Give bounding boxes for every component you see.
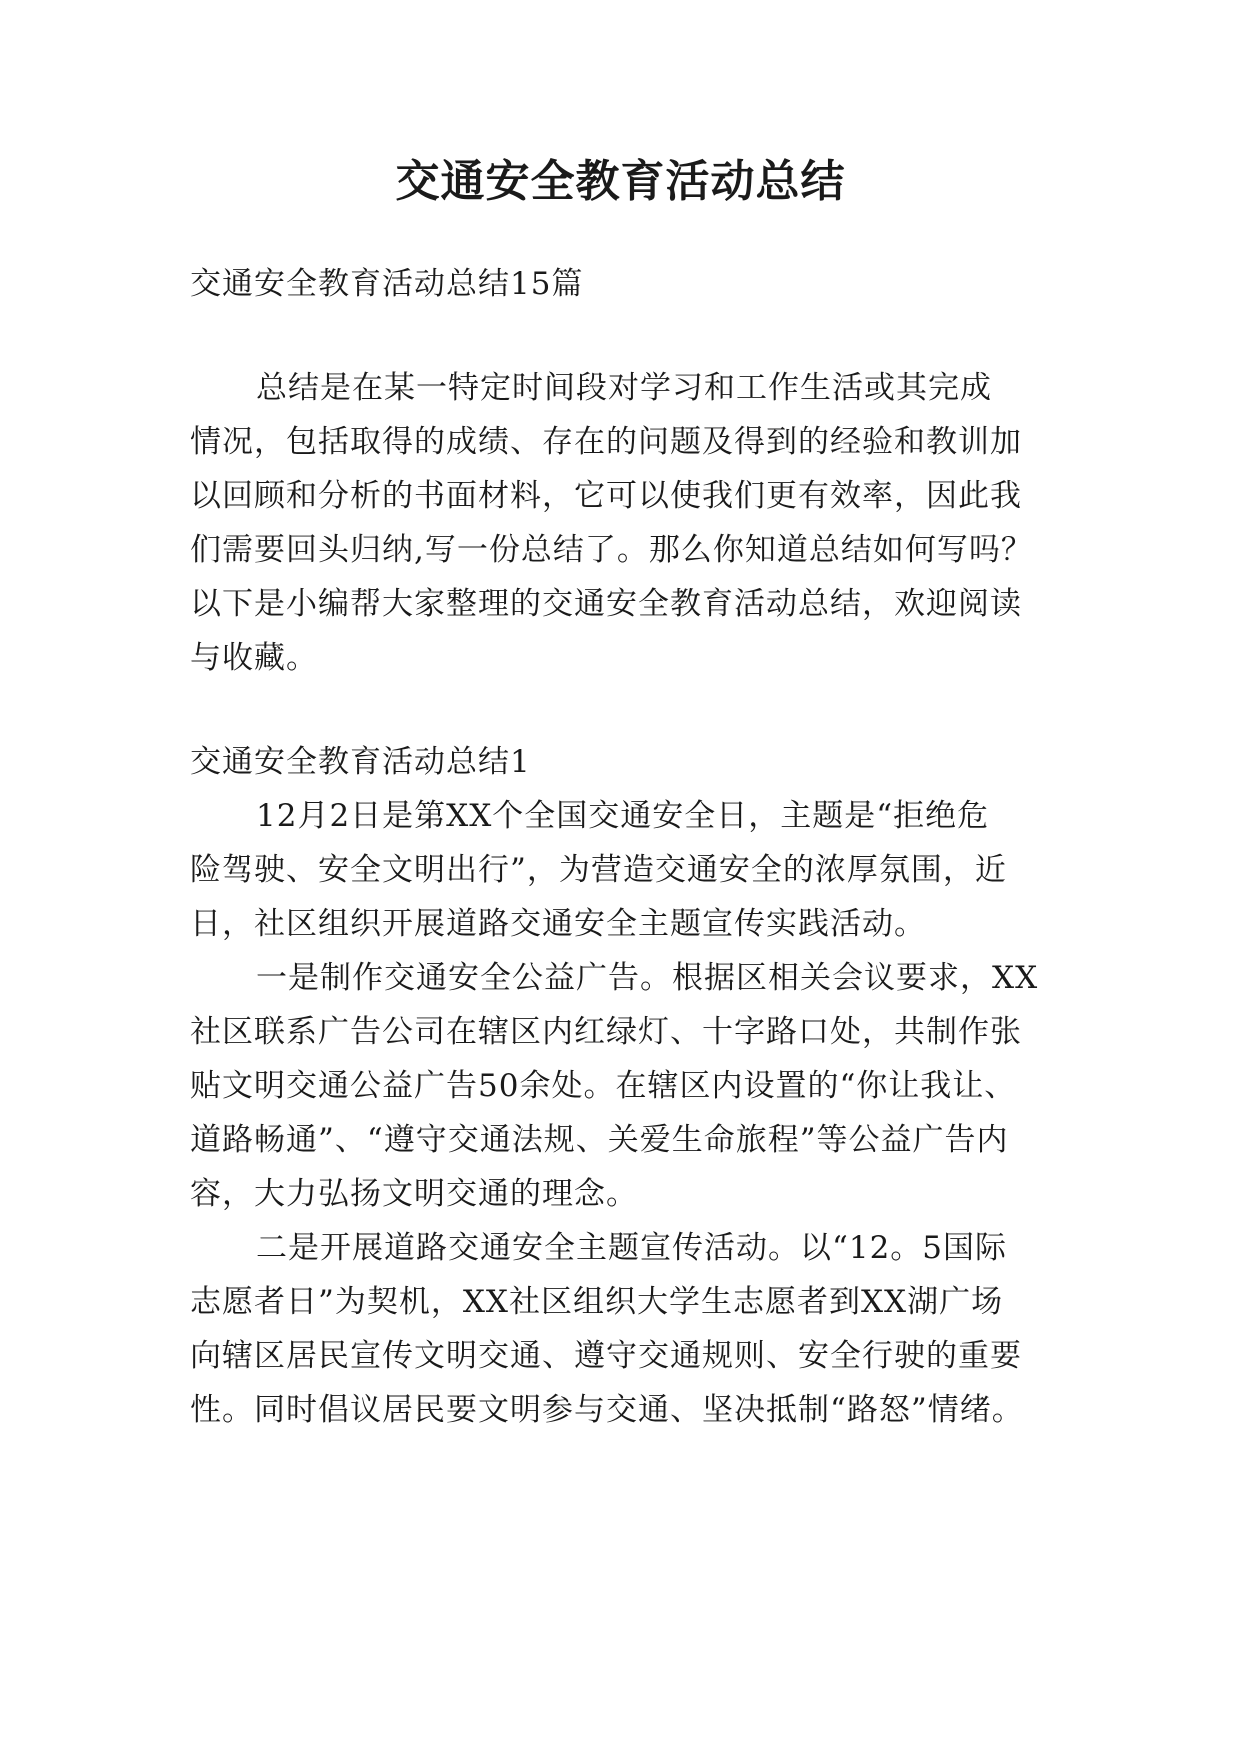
intro-line: 情况，包括取得的成绩、存在的问题及得到的经验和教训加 — [190, 424, 1022, 460]
intro-line: 以回顾和分析的书面材料，它可以使我们更有效率，因此我 — [190, 478, 1022, 514]
paragraph-line: 志愿者日”为契机，XX社区组织大学生志愿者到XX湖广场 — [190, 1284, 1004, 1320]
paragraph-line: 道路畅通”、“遵守交通法规、关爱生命旅程”等公益广告内 — [190, 1122, 1009, 1158]
section-heading: 交通安全教育活动总结1 — [190, 744, 531, 780]
paragraph-line: 12月2日是第XX个全国交通安全日，主题是“拒绝危 — [256, 798, 990, 834]
intro-line: 与收藏。 — [190, 640, 318, 676]
paragraph-line: 社区联系广告公司在辖区内红绿灯、十字路口处，共制作张 — [190, 1014, 1022, 1050]
intro-line: 们需要回头归纳,写一份总结了。那么你知道总结如何写吗？ — [190, 532, 1033, 568]
paragraph-line: 险驾驶、安全文明出行”，为营造交通安全的浓厚氛围，近 — [190, 852, 1007, 888]
intro-line: 以下是小编帮大家整理的交通安全教育活动总结，欢迎阅读 — [190, 586, 1022, 622]
intro-line: 总结是在某一特定时间段对学习和工作生活或其完成 — [256, 370, 992, 406]
document-title: 交通安全教育活动总结 — [395, 156, 846, 207]
paragraph-line: 一是制作交通安全公益广告。根据区相关会议要求，XX — [256, 960, 1039, 996]
paragraph-line: 二是开展道路交通安全主题宣传活动。以“12。5国际 — [256, 1230, 1008, 1266]
paragraph-line: 向辖区居民宣传文明交通、遵守交通规则、安全行驶的重要 — [190, 1338, 1022, 1374]
paragraph-line: 贴文明交通公益广告50余处。在辖区内设置的“你让我让、 — [190, 1068, 1017, 1104]
paragraph-line: 性。同时倡议居民要文明参与交通、坚决抵制“路怒”情绪。 — [190, 1392, 1024, 1428]
paragraph-line: 日，社区组织开展道路交通安全主题宣传实践活动。 — [190, 906, 926, 942]
paragraph-line: 容，大力弘扬文明交通的理念。 — [190, 1176, 638, 1212]
document-subtitle: 交通安全教育活动总结15篇 — [190, 266, 584, 302]
